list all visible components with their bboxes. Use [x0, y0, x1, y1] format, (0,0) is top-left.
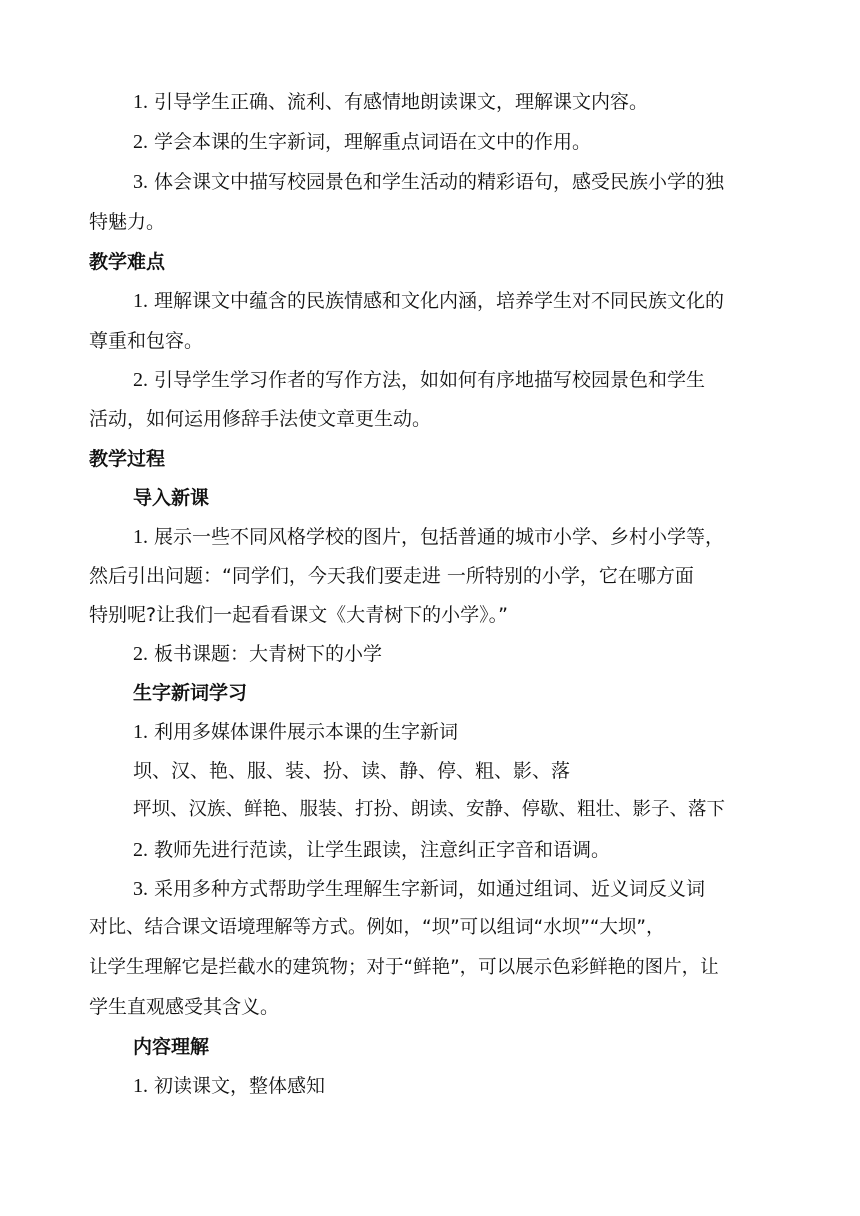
- section-heading-difficulties: 教学难点: [89, 251, 166, 273]
- intro-item-1-continued-1: 然后引出问题：“同学们，今天我们要走进 一所特别的小学，它在哪方面: [89, 565, 694, 587]
- vocab-item-3-continued-1: 对比、结合课文语境理解等方式。例如，“坝”可以组词“水坝”“大坝”，: [89, 917, 665, 938]
- list-text: 体会课文中描写校园景色和学生活动的精彩语句，感受民族小学的独: [154, 171, 725, 193]
- list-number: 1.: [133, 526, 148, 548]
- list-number: 3.: [133, 171, 148, 193]
- list-text: 初读课文，整体感知: [154, 1075, 326, 1097]
- list-number: 3.: [133, 878, 148, 900]
- difficulty-item-1: [133, 288, 724, 314]
- list-text: 板书课题：大青树下的小学: [154, 643, 383, 665]
- objective-item-1: [133, 89, 648, 115]
- intro-item-2: [133, 641, 382, 667]
- difficulty-item-1-continued: 尊重和包容。: [89, 330, 204, 352]
- subheading-content: 内容理解: [133, 1036, 210, 1058]
- intro-item-1-continued-2: 特别呢?让我们一起看看课文《大青树下的小学》。”: [89, 604, 508, 626]
- list-number: 1.: [133, 721, 148, 743]
- vocab-item-3: [133, 876, 705, 902]
- vocab-item-3-continued-3: 学生直观感受其含义。: [89, 996, 280, 1018]
- list-text: 展示一些不同风格学校的图片，包括普通的城市小学、乡村小学等，: [154, 526, 725, 548]
- list-text: 采用多种方式帮助学生理解生字新词，如通过组词、近义词反义词: [154, 878, 706, 900]
- objective-item-2: [133, 129, 591, 155]
- intro-item-1: [133, 524, 724, 550]
- vocab-item-1: [133, 719, 458, 745]
- list-text: 学会本课的生字新词，理解重点词语在文中的作用。: [154, 131, 592, 153]
- content-item-1: [133, 1073, 325, 1099]
- difficulty-item-2: [133, 367, 705, 393]
- vocab-characters: 坝、汉、艳、服、装、扮、读、静、停、粗、影、落: [133, 760, 571, 782]
- list-text: 引导学生学习作者的写作方法，如如何有序地描写校园景色和学生: [154, 369, 706, 391]
- section-heading-process: 教学过程: [89, 448, 166, 470]
- list-number: 2.: [133, 643, 148, 665]
- list-text: 利用多媒体课件展示本课的生字新词: [154, 721, 459, 743]
- objective-item-3: [133, 169, 724, 195]
- subheading-vocab: 生字新词学习: [133, 682, 248, 704]
- list-number: 2.: [133, 839, 148, 861]
- difficulty-item-2-continued: 活动，如何运用修辞手法使文章更生动。: [89, 408, 432, 430]
- objective-item-3-continued: 特魅力。: [89, 211, 166, 233]
- list-number: 1.: [133, 1075, 148, 1097]
- list-text: 教师先进行范读，让学生跟读，注意纠正字音和语调。: [154, 839, 611, 861]
- subheading-intro: 导入新课: [133, 487, 210, 509]
- list-number: 2.: [133, 369, 148, 391]
- vocab-item-2: [133, 837, 610, 863]
- vocab-words: 坪坝、汉族、鲜艳、服装、打扮、朗读、安静、停歇、粗壮、影子、落下: [133, 799, 726, 820]
- list-text: 理解课文中蕴含的民族情感和文化内涵，培养学生对不同民族文化的: [154, 290, 725, 312]
- vocab-item-3-continued-2: 让学生理解它是拦截水的建筑物；对于“鲜艳”，可以展示色彩鲜艳的图片，让: [89, 957, 719, 978]
- list-text: 引导学生正确、流利、有感情地朗读课文，理解课文内容。: [154, 91, 649, 113]
- list-number: 2.: [133, 131, 148, 153]
- list-number: 1.: [133, 290, 148, 312]
- list-number: 1.: [133, 91, 148, 113]
